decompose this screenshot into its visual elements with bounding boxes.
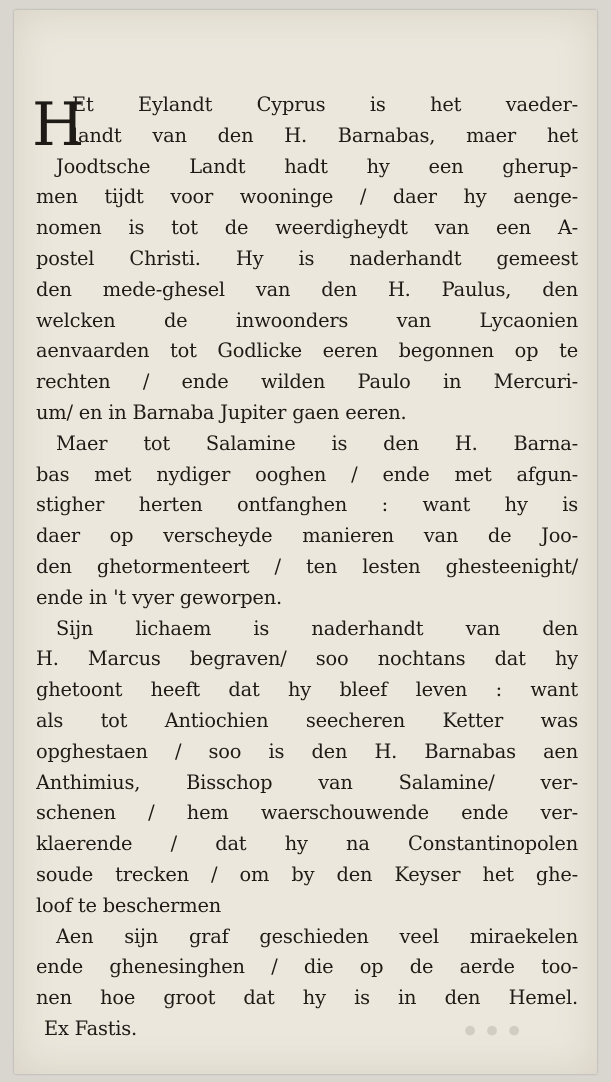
paragraph-3: [36, 614, 578, 922]
text-line: um/ en in Barnaba Jupiter gaen eeren.: [36, 400, 407, 424]
text-line: landt van den H. Barnabas, maer het: [72, 123, 578, 147]
text-line: Et Eylandt Cyprus is het vaeder-: [72, 93, 578, 116]
paragraph-4: [36, 922, 578, 1014]
text-line: Sijn lichaem is naderhandt van den: [56, 616, 578, 640]
text-line: ende ghenesinghen / die op de aerde too-: [36, 955, 578, 979]
text-line: soude trecken / om by den Keyser het ghe-: [36, 862, 578, 886]
text-line: ende in 't vyer geworpen.: [36, 585, 282, 609]
text-line: Aen sijn graf geschieden veel miraekelen: [56, 924, 578, 948]
text-line: loof te beschermen: [36, 893, 222, 917]
text-line: klaerende / dat hy na Constantinopolen: [36, 832, 578, 856]
text-line: nomen is tot de weerdigheydt van een A-: [36, 216, 578, 240]
text-line: Joodtsche Landt hadt hy een gherup-: [56, 154, 578, 178]
faint-stamp-mark: •••: [460, 1012, 527, 1052]
text-line: welcken de inwoonders van Lycaonien: [36, 308, 578, 332]
text-line: aenvaarden tot Godlicke eeren begonnen op te: [36, 339, 578, 363]
document-page: [14, 10, 597, 1074]
text-line: Anthimius, Bisschop van Salamine/ ver-: [36, 770, 578, 794]
paragraph-2: [36, 429, 578, 614]
text-line: bas met nydiger ooghen / ende met afgun-: [36, 462, 578, 486]
text-line: stigher herten ontfanghen : want hy is: [36, 493, 578, 517]
text-line: Maer tot Salamine is den H. Barna-: [56, 431, 578, 455]
text-line: als tot Antiochien seecheren Ketter was: [36, 708, 578, 732]
drop-cap: H: [32, 90, 85, 160]
source-note: Ex Fastis.: [44, 1016, 138, 1040]
text-line: daer op verscheyde manieren van de Joo-: [36, 524, 578, 548]
text-line: men tijdt voor wooninge / daer hy aenge-: [36, 185, 578, 209]
text-line: opghestaen / soo is den H. Barnabas aen: [36, 739, 578, 763]
text-line: H. Marcus begraven/ soo nochtans dat hy: [36, 647, 578, 671]
text-line: rechten / ende wilden Paulo in Mercuri-: [36, 370, 578, 394]
text-line: postel Christi. Hy is naderhandt gemeest: [36, 246, 578, 270]
paragraph-1: [32, 90, 578, 429]
text-line: ghetoont heeft dat hy bleef leven : want: [36, 678, 578, 702]
body-text: [32, 90, 578, 1045]
text-line: den ghetormenteert / ten lesten ghesteenight/: [36, 554, 578, 578]
text-line: schenen / hem waerschouwende ende ver-: [36, 801, 578, 825]
text-line: den mede-ghesel van den H. Paulus, den: [36, 277, 578, 301]
text-line: nen hoe groot dat hy is in den Hemel.: [36, 986, 578, 1010]
